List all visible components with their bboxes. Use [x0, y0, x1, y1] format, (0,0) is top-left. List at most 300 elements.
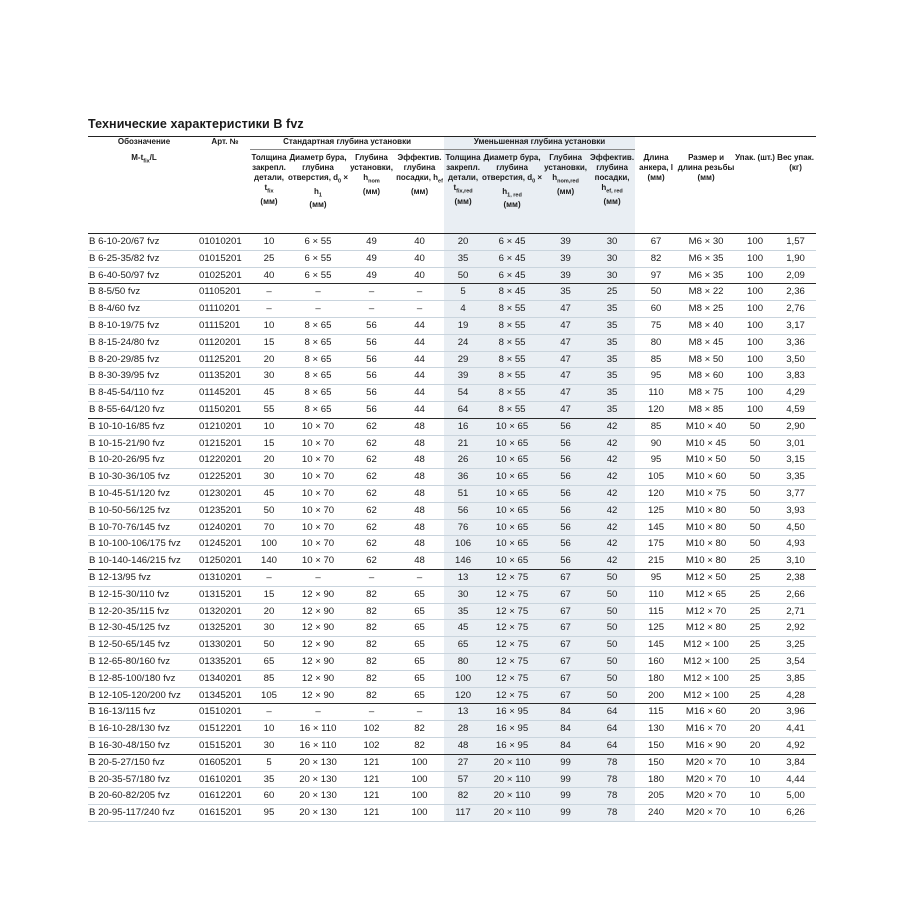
cell-red-depth: 84 [542, 737, 589, 754]
cell-std-depth: 62 [348, 553, 395, 570]
cell-pack: 100 [735, 267, 775, 284]
cell-std-eff: 48 [395, 485, 444, 502]
cell-red-depth: 84 [542, 721, 589, 738]
cell-red-depth: 56 [542, 519, 589, 536]
cell-designation: B 8-15-24/80 fvz [88, 334, 199, 351]
cell-std-eff: 44 [395, 351, 444, 368]
cell-pack: 50 [735, 536, 775, 553]
cell-red-drill: 12 × 75 [482, 687, 542, 704]
cell-red-fix: 57 [444, 771, 482, 788]
cell-std-depth: 102 [348, 737, 395, 754]
cell-std-drill: 10 × 70 [288, 519, 348, 536]
cell-pack: 25 [735, 586, 775, 603]
cell-red-fix: 29 [444, 351, 482, 368]
cell-std-drill: 10 × 70 [288, 485, 348, 502]
cell-art: 01315201 [199, 586, 250, 603]
cell-anchor-length: 82 [635, 250, 677, 267]
cell-art: 01215201 [199, 435, 250, 452]
cell-weight: 2,92 [775, 620, 816, 637]
cell-red-fix: 146 [444, 553, 482, 570]
cell-red-eff: 35 [589, 334, 635, 351]
cell-pack: 100 [735, 334, 775, 351]
table-row [88, 234, 816, 251]
cell-std-depth: 82 [348, 653, 395, 670]
cell-std-drill: 8 × 65 [288, 334, 348, 351]
cell-red-depth: 56 [542, 502, 589, 519]
cell-thread-size: M12 × 65 [677, 586, 735, 603]
table-row [88, 519, 816, 536]
cell-weight: 3,01 [775, 435, 816, 452]
col-pack: Упак. (шт.) [735, 150, 775, 234]
cell-art: 01015201 [199, 250, 250, 267]
cell-weight: 3,17 [775, 317, 816, 334]
cell-red-eff: 30 [589, 267, 635, 284]
table-row [88, 771, 816, 788]
cell-std-fix: – [250, 704, 288, 721]
cell-weight: 2,38 [775, 569, 816, 586]
cell-anchor-length: 180 [635, 771, 677, 788]
group-reduced-depth: Уменьшенная глубина установки [444, 137, 635, 150]
cell-red-fix: 36 [444, 469, 482, 486]
cell-std-drill: 12 × 90 [288, 620, 348, 637]
cell-red-eff: 42 [589, 435, 635, 452]
cell-red-fix: 50 [444, 267, 482, 284]
cell-red-depth: 56 [542, 452, 589, 469]
cell-weight: 4,29 [775, 385, 816, 402]
spec-table [88, 136, 816, 822]
cell-designation: B 20-5-27/150 fvz [88, 754, 199, 771]
cell-red-drill: 8 × 55 [482, 317, 542, 334]
cell-thread-size: M8 × 85 [677, 401, 735, 418]
cell-weight: 3,77 [775, 485, 816, 502]
cell-red-fix: 65 [444, 637, 482, 654]
cell-std-depth: 102 [348, 721, 395, 738]
cell-red-fix: 16 [444, 418, 482, 435]
col-designation-formula: $M-t_{fix}/L$ [88, 150, 199, 234]
cell-designation: B 16-30-48/150 fvz [88, 737, 199, 754]
cell-red-drill: 20 × 110 [482, 754, 542, 771]
cell-std-depth: 56 [348, 385, 395, 402]
cell-designation: B 16-10-28/130 fvz [88, 721, 199, 738]
cell-red-depth: 47 [542, 334, 589, 351]
cell-red-depth: 39 [542, 234, 589, 251]
table-row [88, 401, 816, 418]
cell-red-eff: 50 [589, 620, 635, 637]
cell-designation: B 6-40-50/97 fvz [88, 267, 199, 284]
cell-art: 01515201 [199, 737, 250, 754]
cell-red-fix: 35 [444, 603, 482, 620]
cell-std-fix: 10 [250, 721, 288, 738]
cell-red-depth: 67 [542, 586, 589, 603]
col-thread-top [677, 137, 735, 150]
cell-red-drill: 8 × 55 [482, 351, 542, 368]
cell-std-depth: 121 [348, 805, 395, 822]
cell-red-drill: 16 × 95 [482, 737, 542, 754]
cell-weight: 3,50 [775, 351, 816, 368]
table-row [88, 284, 816, 301]
cell-art: 01335201 [199, 653, 250, 670]
table-row [88, 351, 816, 368]
cell-thread-size: M12 × 100 [677, 670, 735, 687]
cell-red-drill: 20 × 110 [482, 771, 542, 788]
cell-std-eff: 48 [395, 435, 444, 452]
cell-std-drill: – [288, 284, 348, 301]
cell-anchor-length: 105 [635, 469, 677, 486]
cell-std-drill: 10 × 70 [288, 502, 348, 519]
cell-anchor-length: 125 [635, 620, 677, 637]
table-row [88, 637, 816, 654]
cell-std-eff: 65 [395, 620, 444, 637]
cell-art: 01125201 [199, 351, 250, 368]
cell-anchor-length: 97 [635, 267, 677, 284]
cell-weight: 4,41 [775, 721, 816, 738]
cell-thread-size: M20 × 70 [677, 805, 735, 822]
cell-art: 01025201 [199, 267, 250, 284]
cell-red-drill: 12 × 75 [482, 586, 542, 603]
table-row [88, 485, 816, 502]
cell-thread-size: M12 × 100 [677, 637, 735, 654]
table-row [88, 754, 816, 771]
cell-red-depth: 56 [542, 536, 589, 553]
cell-pack: 100 [735, 234, 775, 251]
col-red-fix: Толщина закрепл. детали, $t_{fix,red}$ (мм) [444, 150, 482, 234]
cell-pack: 100 [735, 317, 775, 334]
cell-red-drill: 6 × 45 [482, 267, 542, 284]
cell-std-drill: 10 × 70 [288, 553, 348, 570]
cell-anchor-length: 145 [635, 519, 677, 536]
col-art-blank [199, 150, 250, 234]
cell-art: 01325201 [199, 620, 250, 637]
cell-red-fix: 21 [444, 435, 482, 452]
cell-red-fix: 82 [444, 788, 482, 805]
cell-std-depth: 56 [348, 401, 395, 418]
cell-std-drill: 8 × 65 [288, 368, 348, 385]
cell-std-depth: – [348, 284, 395, 301]
cell-pack: 25 [735, 603, 775, 620]
cell-std-eff: 65 [395, 670, 444, 687]
cell-pack: 25 [735, 569, 775, 586]
cell-std-eff: 48 [395, 452, 444, 469]
table-row [88, 301, 816, 318]
cell-designation: B 12-85-100/180 fvz [88, 670, 199, 687]
cell-designation: B 10-20-26/95 fvz [88, 452, 199, 469]
cell-red-depth: 99 [542, 805, 589, 822]
col-std-depth: Глубина установки, $h_{nom}$ (мм) [348, 150, 395, 234]
cell-red-depth: 56 [542, 469, 589, 486]
cell-art: 01150201 [199, 401, 250, 418]
cell-std-drill: 16 × 110 [288, 721, 348, 738]
cell-red-depth: 67 [542, 670, 589, 687]
cell-pack: 20 [735, 721, 775, 738]
cell-pack: 100 [735, 385, 775, 402]
cell-weight: 3,83 [775, 368, 816, 385]
cell-std-drill: 12 × 90 [288, 687, 348, 704]
cell-weight: 3,15 [775, 452, 816, 469]
cell-red-eff: 78 [589, 771, 635, 788]
cell-red-drill: 10 × 65 [482, 485, 542, 502]
cell-anchor-length: 95 [635, 368, 677, 385]
cell-red-fix: 100 [444, 670, 482, 687]
cell-red-drill: 16 × 95 [482, 721, 542, 738]
cell-red-depth: 99 [542, 754, 589, 771]
cell-std-drill: 10 × 70 [288, 435, 348, 452]
cell-art: 01220201 [199, 452, 250, 469]
cell-designation: B 8-20-29/85 fvz [88, 351, 199, 368]
cell-red-drill: 8 × 55 [482, 368, 542, 385]
cell-red-fix: 13 [444, 704, 482, 721]
cell-std-depth: 82 [348, 586, 395, 603]
cell-weight: 2,71 [775, 603, 816, 620]
cell-red-fix: 45 [444, 620, 482, 637]
cell-anchor-length: 67 [635, 234, 677, 251]
cell-red-eff: 78 [589, 754, 635, 771]
cell-red-eff: 35 [589, 301, 635, 318]
cell-red-fix: 28 [444, 721, 482, 738]
table-row [88, 368, 816, 385]
cell-red-depth: 67 [542, 569, 589, 586]
cell-std-depth: 62 [348, 502, 395, 519]
cell-std-fix: 5 [250, 754, 288, 771]
cell-std-depth: 62 [348, 519, 395, 536]
cell-std-depth: 62 [348, 469, 395, 486]
cell-red-eff: 25 [589, 284, 635, 301]
cell-std-eff: 100 [395, 771, 444, 788]
cell-thread-size: M8 × 60 [677, 368, 735, 385]
cell-red-depth: 39 [542, 267, 589, 284]
cell-std-fix: 10 [250, 234, 288, 251]
cell-thread-size: M10 × 80 [677, 536, 735, 553]
cell-std-drill: 16 × 110 [288, 737, 348, 754]
cell-anchor-length: 240 [635, 805, 677, 822]
cell-std-fix: 10 [250, 317, 288, 334]
cell-std-eff: 44 [395, 317, 444, 334]
cell-anchor-length: 175 [635, 536, 677, 553]
cell-red-eff: 50 [589, 569, 635, 586]
cell-pack: 10 [735, 788, 775, 805]
cell-thread-size: M12 × 70 [677, 603, 735, 620]
col-anchor-length: Длина анкера, l (мм) [635, 150, 677, 234]
cell-anchor-length: 115 [635, 603, 677, 620]
cell-thread-size: M16 × 70 [677, 721, 735, 738]
cell-designation: B 10-140-146/215 fvz [88, 553, 199, 570]
cell-red-depth: 67 [542, 687, 589, 704]
cell-std-eff: – [395, 569, 444, 586]
cell-red-fix: 5 [444, 284, 482, 301]
cell-pack: 50 [735, 452, 775, 469]
cell-thread-size: M10 × 80 [677, 502, 735, 519]
cell-red-eff: 30 [589, 250, 635, 267]
cell-red-drill: 10 × 65 [482, 519, 542, 536]
cell-anchor-length: 200 [635, 687, 677, 704]
cell-red-eff: 42 [589, 519, 635, 536]
cell-pack: 25 [735, 670, 775, 687]
cell-weight: 1,90 [775, 250, 816, 267]
cell-red-drill: 8 × 55 [482, 301, 542, 318]
cell-red-eff: 50 [589, 586, 635, 603]
cell-red-eff: 42 [589, 418, 635, 435]
cell-red-eff: 42 [589, 502, 635, 519]
cell-weight: 4,92 [775, 737, 816, 754]
cell-designation: B 20-95-117/240 fvz [88, 805, 199, 822]
cell-red-drill: 10 × 65 [482, 469, 542, 486]
cell-red-drill: 12 × 75 [482, 620, 542, 637]
cell-red-fix: 54 [444, 385, 482, 402]
cell-red-depth: 99 [542, 771, 589, 788]
cell-red-fix: 27 [444, 754, 482, 771]
cell-std-drill: 10 × 70 [288, 418, 348, 435]
cell-art: 01120201 [199, 334, 250, 351]
cell-red-depth: 47 [542, 401, 589, 418]
cell-std-drill: 6 × 55 [288, 250, 348, 267]
cell-std-eff: 48 [395, 519, 444, 536]
cell-red-depth: 39 [542, 250, 589, 267]
cell-pack: 50 [735, 519, 775, 536]
cell-pack: 100 [735, 284, 775, 301]
cell-std-drill: 20 × 130 [288, 788, 348, 805]
cell-red-drill: 10 × 65 [482, 435, 542, 452]
cell-std-fix: 45 [250, 485, 288, 502]
cell-art: 01610201 [199, 771, 250, 788]
cell-art: 01512201 [199, 721, 250, 738]
cell-red-eff: 64 [589, 721, 635, 738]
cell-anchor-length: 160 [635, 653, 677, 670]
cell-art: 01320201 [199, 603, 250, 620]
cell-std-eff: 48 [395, 418, 444, 435]
cell-red-eff: 30 [589, 234, 635, 251]
cell-std-eff: 65 [395, 586, 444, 603]
cell-std-fix: 15 [250, 334, 288, 351]
col-weight: Вес упак. (кг) [775, 150, 816, 234]
cell-red-fix: 39 [444, 368, 482, 385]
cell-std-eff: 82 [395, 721, 444, 738]
table-row [88, 553, 816, 570]
cell-red-depth: 56 [542, 485, 589, 502]
cell-thread-size: M10 × 45 [677, 435, 735, 452]
cell-anchor-length: 150 [635, 737, 677, 754]
cell-art: 01605201 [199, 754, 250, 771]
cell-weight: 3,85 [775, 670, 816, 687]
cell-thread-size: M10 × 40 [677, 418, 735, 435]
cell-anchor-length: 110 [635, 385, 677, 402]
cell-red-depth: 47 [542, 385, 589, 402]
cell-red-depth: 67 [542, 653, 589, 670]
table-row [88, 737, 816, 754]
cell-red-depth: 99 [542, 788, 589, 805]
cell-red-eff: 35 [589, 368, 635, 385]
cell-anchor-length: 90 [635, 435, 677, 452]
cell-weight: 2,09 [775, 267, 816, 284]
cell-std-depth: – [348, 704, 395, 721]
cell-thread-size: M20 × 70 [677, 788, 735, 805]
cell-anchor-length: 95 [635, 569, 677, 586]
cell-art: 01310201 [199, 569, 250, 586]
cell-std-drill: 12 × 90 [288, 603, 348, 620]
cell-thread-size: M12 × 80 [677, 620, 735, 637]
cell-red-drill: 10 × 65 [482, 452, 542, 469]
cell-std-eff: – [395, 704, 444, 721]
cell-anchor-length: 120 [635, 485, 677, 502]
cell-red-eff: 42 [589, 485, 635, 502]
cell-red-eff: 50 [589, 687, 635, 704]
cell-red-drill: 8 × 55 [482, 385, 542, 402]
cell-std-eff: 100 [395, 788, 444, 805]
cell-std-drill: 8 × 65 [288, 385, 348, 402]
cell-weight: 3,36 [775, 334, 816, 351]
cell-red-eff: 64 [589, 704, 635, 721]
cell-red-depth: 47 [542, 301, 589, 318]
cell-designation: B 10-10-16/85 fvz [88, 418, 199, 435]
cell-std-fix: – [250, 569, 288, 586]
cell-red-fix: 120 [444, 687, 482, 704]
col-pack-top [735, 137, 775, 150]
cell-std-depth: 82 [348, 620, 395, 637]
cell-std-depth: – [348, 301, 395, 318]
col-std-fix: Толщина закрепл. детали, $t_{fix}$ (мм) [250, 150, 288, 234]
cell-red-drill: 10 × 65 [482, 536, 542, 553]
cell-red-eff: 50 [589, 603, 635, 620]
cell-anchor-length: 150 [635, 754, 677, 771]
cell-designation: B 20-35-57/180 fvz [88, 771, 199, 788]
table-row [88, 435, 816, 452]
cell-red-drill: 10 × 65 [482, 502, 542, 519]
cell-pack: 100 [735, 401, 775, 418]
cell-std-drill: 20 × 130 [288, 771, 348, 788]
cell-art: 01250201 [199, 553, 250, 570]
table-row [88, 536, 816, 553]
cell-red-depth: 47 [542, 351, 589, 368]
cell-std-depth: 62 [348, 452, 395, 469]
cell-std-drill: 20 × 130 [288, 754, 348, 771]
cell-std-fix: 95 [250, 805, 288, 822]
cell-red-fix: 56 [444, 502, 482, 519]
cell-thread-size: M8 × 50 [677, 351, 735, 368]
cell-pack: 50 [735, 502, 775, 519]
table-row [88, 267, 816, 284]
table-row [88, 334, 816, 351]
cell-pack: 25 [735, 687, 775, 704]
table-row [88, 620, 816, 637]
cell-pack: 25 [735, 620, 775, 637]
cell-red-drill: 6 × 45 [482, 250, 542, 267]
cell-red-eff: 42 [589, 553, 635, 570]
cell-red-fix: 13 [444, 569, 482, 586]
cell-std-depth: 56 [348, 334, 395, 351]
table-row [88, 317, 816, 334]
cell-red-fix: 24 [444, 334, 482, 351]
cell-anchor-length: 50 [635, 284, 677, 301]
cell-std-fix: 65 [250, 653, 288, 670]
cell-std-depth: 56 [348, 368, 395, 385]
cell-std-fix: 20 [250, 603, 288, 620]
col-weight-top [775, 137, 816, 150]
cell-red-fix: 19 [444, 317, 482, 334]
cell-std-fix: 20 [250, 452, 288, 469]
cell-anchor-length: 85 [635, 418, 677, 435]
cell-std-fix: 20 [250, 351, 288, 368]
cell-anchor-length: 110 [635, 586, 677, 603]
header-row-columns [88, 150, 816, 234]
cell-std-drill: 10 × 70 [288, 536, 348, 553]
cell-anchor-length: 85 [635, 351, 677, 368]
cell-std-eff: 44 [395, 368, 444, 385]
table-row [88, 250, 816, 267]
cell-red-depth: 47 [542, 368, 589, 385]
cell-thread-size: M6 × 35 [677, 267, 735, 284]
cell-std-drill: 12 × 90 [288, 586, 348, 603]
cell-pack: 25 [735, 637, 775, 654]
cell-designation: B 8-55-64/120 fvz [88, 401, 199, 418]
cell-thread-size: M20 × 70 [677, 754, 735, 771]
